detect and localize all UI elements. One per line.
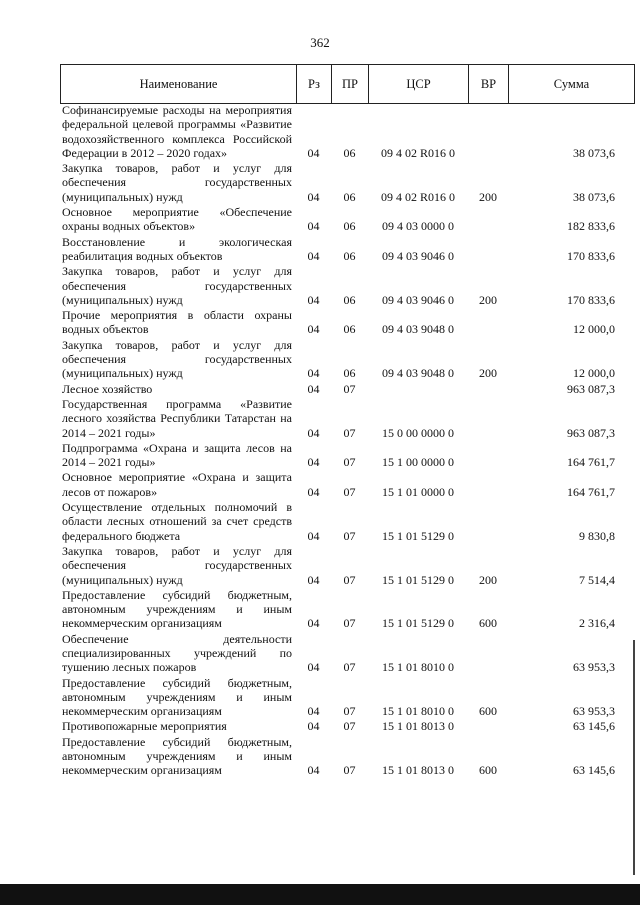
table-row	[60, 382, 635, 396]
row-name: Основное мероприятие «Охрана и защита лесов от пожаров»	[62, 470, 292, 499]
row-rz: 04	[307, 292, 320, 307]
row-pr: 06	[343, 322, 356, 337]
row-pr: 07	[343, 719, 356, 734]
table-row	[60, 676, 635, 719]
row-csr: 09 4 02 R016 0	[380, 189, 455, 204]
row-vr: 200	[479, 366, 497, 381]
row-sum: 63 953,3	[573, 704, 615, 719]
row-rz: 04	[307, 763, 320, 778]
row-name: Предоставление субсидий бюджетным, автономным учреждениям и иным некоммерческим организациям	[62, 734, 292, 778]
table-row	[60, 588, 635, 631]
row-pr: 07	[343, 381, 356, 396]
header-pr: ПР	[332, 65, 369, 103]
table-row	[60, 470, 635, 499]
row-name: Закупка товаров, работ и услуг для обеспечения государственных (муниципальных) нужд	[62, 161, 292, 204]
table-row	[60, 500, 635, 543]
header-sum: Сумма	[553, 76, 590, 91]
row-sum: 963 087,3	[567, 381, 615, 396]
table-header	[60, 64, 635, 104]
row-sum: 38 073,6	[573, 189, 615, 204]
row-sum: 63 145,6	[573, 763, 615, 778]
row-csr: 09 4 03 9046 0	[382, 292, 454, 307]
row-pr: 07	[343, 528, 356, 543]
table-row	[60, 719, 635, 733]
row-pr: 07	[343, 425, 356, 440]
row-csr: 15 1 00 0000 0	[382, 455, 454, 470]
row-rz: 04	[307, 145, 320, 160]
table-row	[60, 441, 635, 470]
row-vr: 200	[479, 189, 497, 204]
row-pr: 07	[343, 455, 356, 470]
row-sum: 164 761,7	[567, 455, 615, 470]
row-vr: 600	[479, 704, 497, 719]
row-rz: 04	[307, 381, 320, 396]
table-row	[60, 735, 635, 778]
row-pr: 06	[343, 248, 356, 263]
row-csr: 15 0 00 0000 0	[382, 425, 454, 440]
row-csr: 15 1 01 0000 0	[382, 484, 454, 499]
row-csr: 15 1 01 8013 0	[382, 763, 454, 778]
row-rz: 04	[307, 704, 320, 719]
row-pr: 07	[343, 572, 356, 587]
row-rz: 04	[307, 616, 320, 631]
row-rz: 04	[307, 455, 320, 470]
table-row	[60, 161, 635, 204]
row-pr: 07	[343, 660, 356, 675]
row-name: Основное мероприятие «Обеспечение охраны водных объектов»	[62, 205, 292, 234]
table-row	[60, 235, 635, 264]
table-row	[60, 397, 635, 440]
row-pr: 07	[343, 704, 356, 719]
row-name: Закупка товаров, работ и услуг для обеспечения государственных (муниципальных) нужд	[62, 543, 292, 587]
row-sum: 63 953,3	[573, 660, 615, 675]
row-csr: 09 4 02 R016 0	[380, 145, 455, 160]
row-sum: 38 073,6	[573, 145, 615, 160]
table-row	[60, 338, 635, 381]
row-rz: 04	[307, 248, 320, 263]
row-rz: 04	[307, 425, 320, 440]
row-csr: 09 4 03 9046 0	[382, 248, 454, 263]
row-rz: 04	[307, 484, 320, 499]
row-rz: 04	[307, 572, 320, 587]
header-name: Наименование	[61, 65, 297, 103]
row-pr: 07	[343, 763, 356, 778]
row-vr: 200	[479, 572, 497, 587]
row-name: Прочие мероприятия в области охраны водных объектов	[62, 308, 292, 337]
table-row	[60, 544, 635, 587]
row-name: Государственная программа «Развитие лесного хозяйства Республики Татарстан на 2014 – 2021 годы»	[62, 396, 292, 440]
header-vr: ВР	[469, 65, 509, 103]
row-rz: 04	[307, 219, 320, 234]
row-rz: 04	[307, 189, 320, 204]
row-csr: 15 1 01 8010 0	[382, 704, 454, 719]
row-vr: 600	[479, 616, 497, 631]
row-rz: 04	[307, 719, 320, 734]
row-csr: 15 1 01 5129 0	[382, 528, 454, 543]
row-rz: 04	[307, 660, 320, 675]
row-csr: 15 1 01 8013 0	[382, 719, 454, 734]
table-row	[60, 205, 635, 234]
row-name: Предоставление субсидий бюджетным, автономным учреждениям и иным некоммерческим организациям	[62, 675, 292, 719]
row-pr: 06	[343, 219, 356, 234]
page-number: 362	[310, 35, 330, 50]
row-rz: 04	[307, 528, 320, 543]
row-csr: 15 1 01 8010 0	[382, 660, 454, 675]
row-sum: 7 514,4	[579, 572, 615, 587]
row-rz: 04	[307, 366, 320, 381]
table-row	[60, 308, 635, 337]
row-name: Подпрограмма «Охрана и защита лесов на 2014 – 2021 годы»	[62, 440, 292, 470]
row-csr: 09 4 03 9048 0	[382, 322, 454, 337]
row-csr: 09 4 03 9048 0	[382, 366, 454, 381]
row-sum: 12 000,0	[573, 322, 615, 337]
row-name: Восстановление и экологическая реабилитация водных объектов	[62, 234, 292, 263]
scan-bottom-band	[0, 884, 640, 905]
table-row	[60, 103, 635, 160]
row-vr: 200	[479, 292, 497, 307]
row-sum: 182 833,6	[567, 219, 615, 234]
row-name: Осуществление отдельных полномочий в области лесных отношений за счет средств федерального бюджета	[62, 500, 292, 543]
table-row	[60, 264, 635, 307]
row-name: Софинансируемые расходы на мероприятия федеральной целевой программы «Развитие водохозяйственного комплекса Российской Федерации в 2012 – 2020 годах»	[62, 103, 292, 160]
row-name: Лесное хозяйство	[62, 381, 153, 396]
row-sum: 170 833,6	[567, 292, 615, 307]
row-name: Закупка товаров, работ и услуг для обеспечения государственных (муниципальных) нужд	[62, 337, 292, 381]
row-csr: 15 1 01 5129 0	[382, 572, 454, 587]
row-name: Предоставление субсидий бюджетным, автономным учреждениям и иным некоммерческим организациям	[62, 587, 292, 631]
row-csr: 15 1 01 5129 0	[382, 616, 454, 631]
row-sum: 63 145,6	[573, 719, 615, 734]
row-pr: 07	[343, 484, 356, 499]
row-vr: 600	[479, 763, 497, 778]
row-sum: 9 830,8	[579, 528, 615, 543]
row-pr: 06	[343, 189, 356, 204]
row-sum: 2 316,4	[579, 616, 615, 631]
row-pr: 06	[343, 366, 356, 381]
table-row	[60, 632, 635, 675]
header-csr: ЦСР	[369, 65, 469, 103]
row-csr: 09 4 03 0000 0	[382, 219, 454, 234]
table-body	[60, 103, 635, 779]
row-pr: 07	[343, 616, 356, 631]
row-pr: 06	[343, 145, 356, 160]
row-sum: 12 000,0	[573, 366, 615, 381]
row-sum: 170 833,6	[567, 248, 615, 263]
header-rz: Рз	[297, 65, 332, 103]
row-name: Противопожарные мероприятия	[62, 719, 227, 734]
row-name: Обеспечение деятельности специализированных учреждений по тушению лесных пожаров	[62, 631, 292, 675]
row-sum: 963 087,3	[567, 425, 615, 440]
row-rz: 04	[307, 322, 320, 337]
scan-edge-line	[633, 640, 635, 875]
row-pr: 06	[343, 292, 356, 307]
row-name: Закупка товаров, работ и услуг для обеспечения государственных (муниципальных) нужд	[62, 264, 292, 307]
row-sum: 164 761,7	[567, 484, 615, 499]
